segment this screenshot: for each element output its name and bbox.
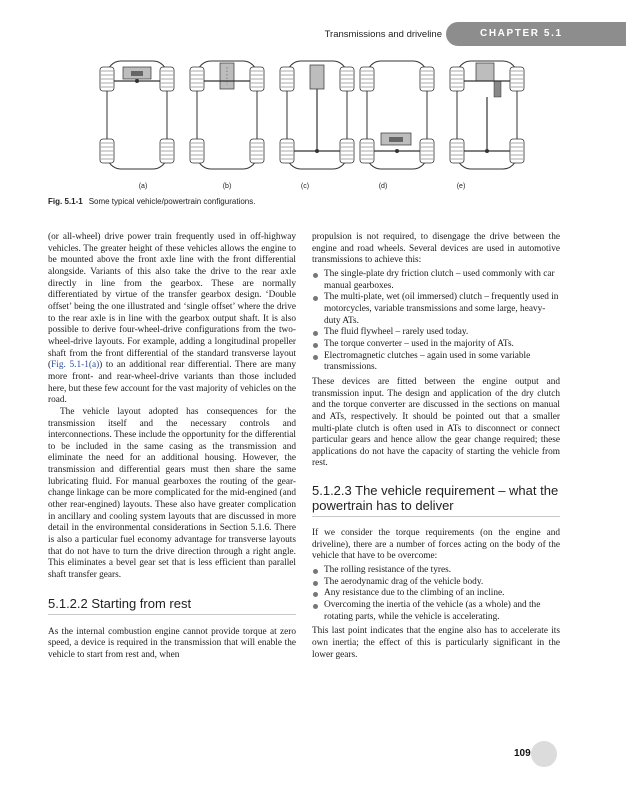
figure-label-e: (e)	[456, 183, 466, 190]
running-header	[0, 20, 626, 50]
left-column	[48, 232, 296, 662]
header-title: Transmissions and driveline	[324, 29, 442, 40]
page-number-marker	[531, 741, 557, 767]
list-item: Electromagnetic clutches – again used in some variable transmissions.	[312, 351, 560, 374]
right-paragraph-4: This last point indicates that the engine also has to accelerate its own inertia; the effect of this is particularly significant in the lower gears.	[312, 626, 560, 660]
figure-label-a: (a)	[138, 183, 148, 190]
list-item: The aerodynamic drag of the vehicle body.	[312, 577, 560, 589]
clutch-device-list	[312, 269, 560, 374]
resistance-force-list	[312, 565, 560, 623]
figure-caption-text: Some typical vehicle/powertrain configurations.	[88, 197, 256, 206]
list-item: Any resistance due to the climbing of an incline.	[312, 588, 560, 600]
figure-caption-label: Fig. 5.1-1	[48, 197, 83, 206]
list-item: The fluid flywheel – rarely used today.	[312, 327, 560, 339]
section-heading-5-1-2-2: 5.1.2.2 Starting from rest	[48, 596, 296, 615]
section-heading-5-1-2-3: 5.1.2.3 The vehicle requirement – what the powertrain has to deliver	[312, 483, 560, 517]
page-number: 109	[514, 748, 531, 759]
list-item: Overcoming the inertia of the vehicle (as a whole) and the rotating parts, while the vehicle is accelerating.	[312, 600, 560, 623]
vehicle-configuration-figure	[45, 55, 585, 195]
left-paragraph-3: As the internal combustion engine cannot provide torque at zero speed, a device is required in the transmission that will enable the vehicle to start from rest and, when	[48, 626, 296, 660]
config-a-diagram	[100, 61, 174, 169]
config-d-diagram	[360, 61, 434, 169]
figure-label-b: (b)	[222, 183, 232, 190]
list-item: The rolling resistance of the tyres.	[312, 565, 560, 577]
right-paragraph-3: If we consider the torque requirements (on the engine and driveline), there are a number of forces acting on the body of the vehicle that have to be overcome:	[312, 528, 560, 562]
config-c-diagram	[280, 61, 354, 169]
left-paragraph-1: (or all-wheel) drive power train frequently used in off-highway vehicles. The greater height of these vehicles allows the engine to be mounted above the front axle line with the front differential alongside. Variants of this also take the drive to the rear axle directly in line from the gearbox. These are normally differentiated by virtue of the transfer gearbox design. ‘Double offset’ being the one illustrated and ‘single offset’ where the drive to the rear axle is in line with the gearbox output shaft. It is also possible to derive four-wheel-drive configurations from the two-wheel-drive layouts. For example, adding a longitudinal propeller shaft from the front differential of the standard transverse layout (Fig. 5.1-1(a)) to an additional rear differential. There are many more front- and rear-wheel-drive variants than those included here, but these few account for the vast majority of vehicles on the road.	[48, 232, 296, 406]
figure-label-d: (d)	[378, 183, 388, 190]
list-item: The multi-plate, wet (oil immersed) clutch – frequently used in motorcycles, variable transmissions and some large, heavy-duty ATs.	[312, 292, 560, 327]
list-item: The torque converter – used in the majority of ATs.	[312, 339, 560, 351]
figure-reference-link[interactable]: Fig. 5.1-1(a)	[51, 360, 100, 371]
figure-caption	[48, 197, 255, 206]
right-paragraph-1: propulsion is not required, to disengage the drive between the engine and road wheels. Several devices are used in automotive transmissions to achieve this:	[312, 232, 560, 266]
list-item: The single-plate dry friction clutch – used commonly with car manual gearboxes.	[312, 269, 560, 292]
left-paragraph-2: The vehicle layout adopted has consequences for the transmission itself and the necessary controls and interconnections. These include the opportunity for the differential to be included in the same casing as the transmission and eliminate the need for an additional housing. However, the transmission and differential gears must then share the same lubricating fluid. For manual gearboxes the routing of the gear-change linkage can be more complicated for the mid-engined (and other rear-engined) layouts. These also have greater complication in ancillary and cooling system layouts that are discussed in more detail in the environmental considerations in Section 5.1.6. There is also a particular fuel economy advantage for transverse layouts that do not have to turn the drive direction through a right angle. This eliminates a bevel gear set that is less efficient than parallel shaft transfer gears.	[48, 406, 296, 581]
config-e-diagram	[450, 61, 524, 169]
config-b-diagram	[190, 61, 264, 169]
right-column	[312, 232, 560, 661]
right-paragraph-2: These devices are fitted between the engine output and transmission input. The design and application of the dry clutch and the torque converter are discussed in the sections on manual and ATs, respectively. It should be pointed out that a smaller multi-plate clutch is often used in ATs to disconnect or connect particular gears and hence allow the gear change required; these applications do not have the capacity of starting the vehicle from rest.	[312, 376, 560, 469]
figure-label-c: (c)	[300, 183, 310, 190]
chapter-label: CHAPTER 5.1	[480, 28, 563, 39]
